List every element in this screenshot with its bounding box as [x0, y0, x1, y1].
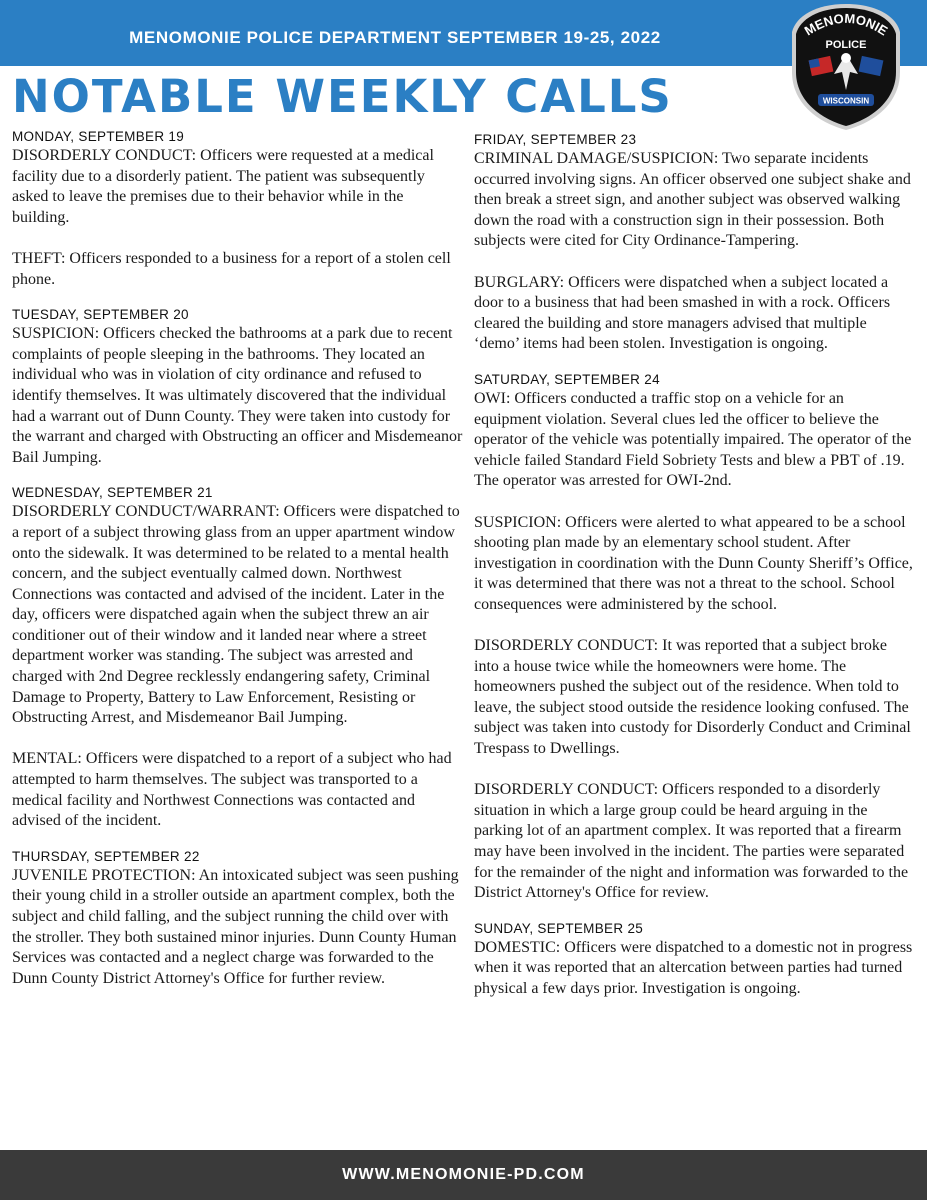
day-heading: WEDNESDAY, SEPTEMBER 21	[12, 485, 213, 501]
police-badge-logo	[786, 2, 906, 132]
day-section-wednesday	[12, 484, 464, 832]
call-entry: OWI: Officers conducted a traffic stop on a vehicle for an equipment violation. Several clues led the officer to believe the operator of the vehicle was potentially impaired. The operator of the vehicle failed Standard Field Sobriety Tests and blew a PBT of .19. The operator was arrested for OWI-2nd.	[474, 389, 912, 490]
day-section-thursday	[12, 848, 464, 990]
day-section-friday	[474, 131, 914, 355]
call-entry: THEFT: Officers responded to a business for a report of a stolen cell phone.	[12, 249, 451, 288]
call-entry: DISORDERLY CONDUCT: It was reported that a subject broke into a house twice while the homeowners were home. The homeowners pushed the subject out of the residence. When told to leave, the subject stood outside the residence looking confused. The subject was taken into custody for Disorderly Conduct and Criminal Trespass to Dwellings.	[474, 637, 911, 758]
day-section-monday	[12, 128, 464, 290]
call-entry: BURGLARY: Officers were dispatched when a subject located a door to a business that had been smashed in with a rock. Officers cleared the building and store managers advised that multiple ‘demo’ items had been stolen. Investigation is ongoing.	[474, 273, 891, 353]
day-section-saturday	[474, 371, 914, 904]
badge-top-text: MENOMONIE	[801, 10, 891, 39]
call-entry: MENTAL: Officers were dispatched to a report of a subject who had attempted to harm themselves. The subject was transported to a medical facility and Northwest Connections was contacted and advised of the incident.	[12, 750, 452, 830]
call-entry: DISORDERLY CONDUCT/WARRANT: Officers were dispatched to a report of a subject throwing glass from an upper apartment window onto the sidewalk. It was determined to be related to a mental health concern, and the subject eventually calmed down. Northwest Connections was contacted and advised of the incident. Later in the day, officers were dispatched again when the subject threw an air conditioner out of their window and it landed near where a street department worker was standing. The subject was arrested and charged with 2nd Degree recklessly endangering safety, Criminal Damage to Property, Battery to Law Enforcement, Resisting or Obstructing Arrest, and Misdemeanor Bail Jumping.	[12, 503, 460, 727]
call-entry: SUSPICION: Officers checked the bathrooms at a park due to recent complaints of people sleeping in the bathrooms. They located an individual who was in violation of city ordinance and refused to identify themselves. It was ultimately discovered that the individual had a warrant out of Dunn County. They were taken into custody for the warrant and charged with Obstructing an officer and Misdemeanor Bail Jumping.	[12, 325, 463, 466]
right-column	[474, 131, 914, 1000]
call-entry: CRIMINAL DAMAGE/SUSPICION: Two separate incidents occurred involving signs. An officer observed one subject shake and then break a street sign, and another subject was observed walking down the road with a construction sign in their possession. Both subjects were cited for City Ordinance-Tampering.	[474, 150, 911, 250]
call-entry: SUSPICION: Officers were alerted to what appeared to be a school shooting plan made by an elementary school student. After investigation in coordination with the Dunn County Sheriff’s Office, it was determined that there was not a threat to the school. School consequences were administered by the school.	[474, 513, 913, 613]
call-entry: DOMESTIC: Officers were dispatched to a domestic not in progress when it was reported that an altercation between parties had turned physical a few days prior. Investigation is ongoing.	[474, 938, 913, 997]
page-title: NOTABLE WEEKLY CALLS	[12, 70, 673, 123]
left-column	[12, 128, 464, 989]
call-entry: JUVENILE PROTECTION: An intoxicated subject was seen pushing their young child in a stroller outside an apartment complex, both the subject and child falling, and the subject running the child over with the stroller. They both sustained minor injuries. Dunn County Human Services was contacted and a neglect charge was forwarded to the Dunn County District Attorney's Office for further review.	[12, 866, 459, 987]
day-heading: SUNDAY, SEPTEMBER 25	[474, 920, 644, 936]
call-entry: DISORDERLY CONDUCT: Officers were requested at a medical facility due to a disorderly patient. The patient was subsequently asked to leave the premises due to their behavior while in the building.	[12, 147, 434, 226]
day-heading: FRIDAY, SEPTEMBER 23	[474, 132, 637, 147]
call-entry: DISORDERLY CONDUCT: Officers responded to a disorderly situation in which a large group could be heard arguing in the parking lot of an apartment complex. It was reported that a firearm may have been involved in the incident. The parties were separated for the remainder of the night and information was forwarded to the District Attorney's Office for review.	[474, 781, 909, 902]
day-section-tuesday	[12, 306, 464, 468]
footer-bar	[0, 1150, 927, 1200]
day-heading: TUESDAY, SEPTEMBER 20	[12, 307, 189, 323]
day-section-sunday	[474, 920, 914, 1000]
website-link[interactable]: WWW.MENOMONIE-PD.COM	[342, 1166, 585, 1183]
day-heading: SATURDAY, SEPTEMBER 24	[474, 371, 660, 387]
day-heading: THURSDAY, SEPTEMBER 22	[12, 848, 200, 864]
department-heading: MENOMONIE POLICE DEPARTMENT SEPTEMBER 19-25, 2022	[129, 28, 661, 47]
badge-bottom-text: WISCONSIN	[822, 96, 870, 106]
badge-sub-text: POLICE	[825, 39, 867, 51]
day-heading: MONDAY, SEPTEMBER 19	[12, 129, 185, 144]
